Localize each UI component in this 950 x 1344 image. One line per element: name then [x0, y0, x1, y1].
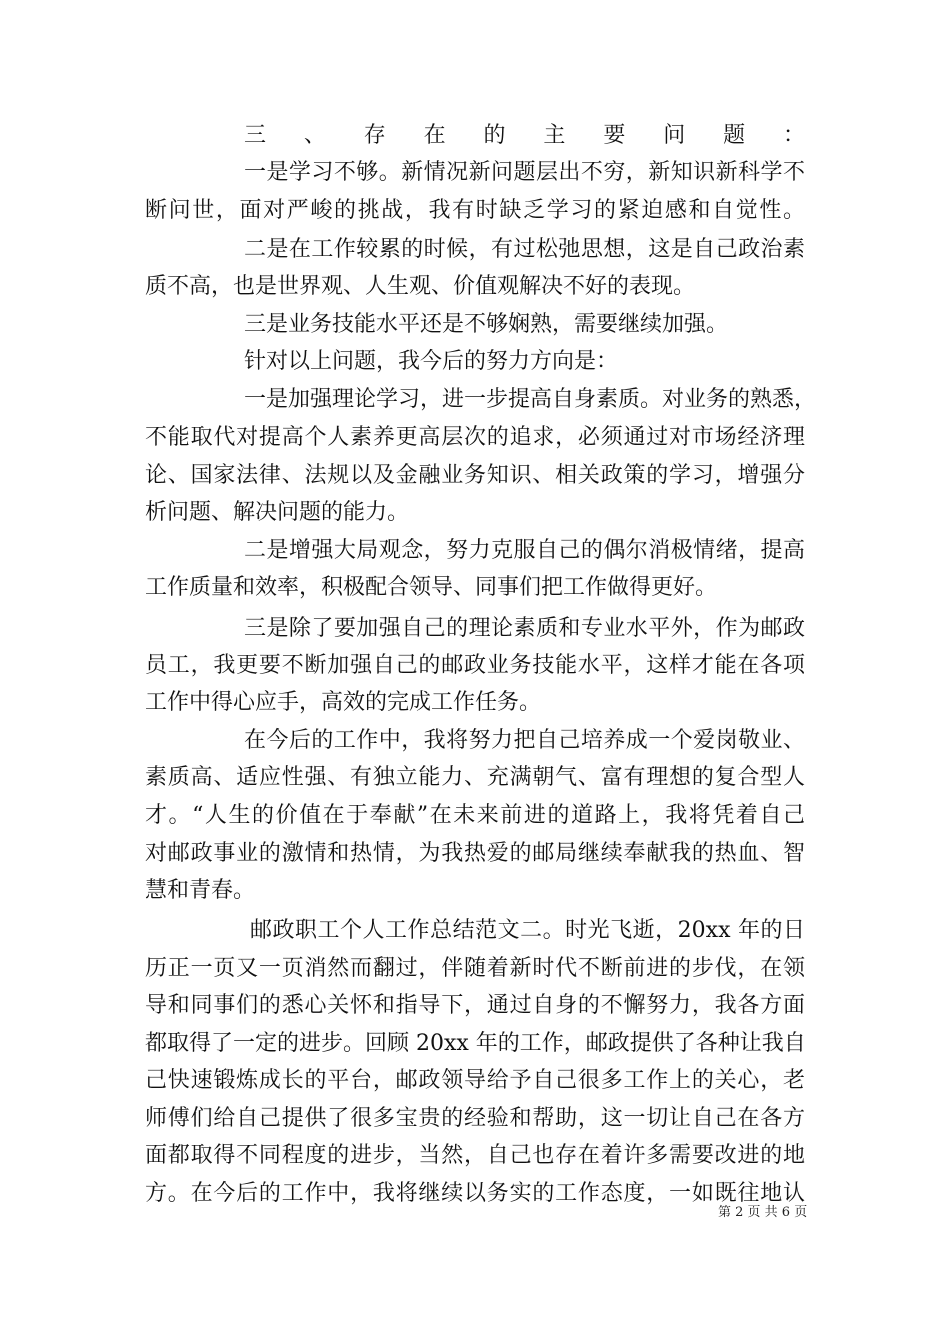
text-line: 员工，我更要不断加强自己的邮政业务技能水平，这样才能在各项 [145, 653, 805, 678]
text-line: 工作中得心应手，高效的完成工作任务。 [145, 690, 542, 715]
section-heading-problems: 三、存在的主要问题： [244, 123, 805, 148]
text-line: 慧和青春。 [145, 878, 256, 903]
text-line: 一是学习不够。新情况新问题层出不穷，新知识新科学不 [244, 160, 805, 185]
text-line: 三是业务技能水平还是不够娴熟，需要继续加强。 [244, 312, 729, 337]
text-line: 针对以上问题，我今后的努力方向是： [244, 349, 619, 374]
text-line: 师傅们给自己提供了很多宝贵的经验和帮助，这一切让自己在各方 [145, 1106, 805, 1131]
text-line: 己快速锻炼成长的平台，邮政领导给予自己很多工作上的关心，老 [145, 1068, 805, 1093]
text-line: 才。“人生的价值在于奉献”在未来前进的道路上，我将凭着自己 [145, 803, 805, 828]
text-line: 质不高，也是世界观、人生观、价值观解决不好的表现。 [145, 274, 696, 299]
text-line: 素质高、适应性强、有独立能力、充满朝气、富有理想的复合型人 [145, 765, 805, 790]
text-line: 邮政职工个人工作总结范文二。时光飞逝，20xx 年的日 [250, 918, 805, 943]
text-line: 历正一页又一页消然而翻过，伴随着新时代不断前进的步伐，在领 [145, 956, 805, 981]
text-line: 析问题、解决问题的能力。 [145, 500, 410, 525]
text-line: 在今后的工作中，我将努力把自己培养成一个爱岗敬业、 [244, 728, 805, 753]
text-line: 论、国家法律、法规以及金融业务知识、相关政策的学习，增强分 [145, 463, 805, 488]
text-line: 不能取代对提高个人素养更高层次的追求，必须通过对市场经济理 [145, 425, 805, 450]
page-number-footer: 第 2 页 共 6 页 [718, 1205, 808, 1220]
text-line: 导和同事们的悉心关怀和指导下，通过自身的不懈努力，我各方面 [145, 993, 805, 1018]
text-line: 一是加强理论学习，进一步提高自身素质。对业务的熟悉， [244, 387, 817, 412]
text-line: 对邮政事业的激情和热情，为我热爱的邮局继续奉献我的热血、智 [145, 841, 805, 866]
text-line: 方。在今后的工作中，我将继续以务实的工作态度，一如既往地认 [145, 1181, 805, 1206]
text-line: 都取得了一定的进步。回顾 20xx 年的工作，邮政提供了各种让我自 [145, 1031, 806, 1056]
text-line: 三是除了要加强自己的理论素质和专业水平外，作为邮政 [244, 616, 805, 641]
text-line: 二是在工作较累的时候，有过松弛思想，这是自己政治素 [244, 237, 805, 262]
text-line: 工作质量和效率，积极配合领导、同事们把工作做得更好。 [145, 575, 718, 600]
text-line: 断问世，面对严峻的挑战，我有时缺乏学习的紧迫感和自觉性。 [145, 198, 805, 223]
text-line: 面都取得不同程度的进步，当然，自己也存在着许多需要改进的地 [145, 1143, 805, 1168]
text-line: 二是增强大局观念，努力克服自己的偶尔消极情绪，提高 [244, 538, 805, 563]
